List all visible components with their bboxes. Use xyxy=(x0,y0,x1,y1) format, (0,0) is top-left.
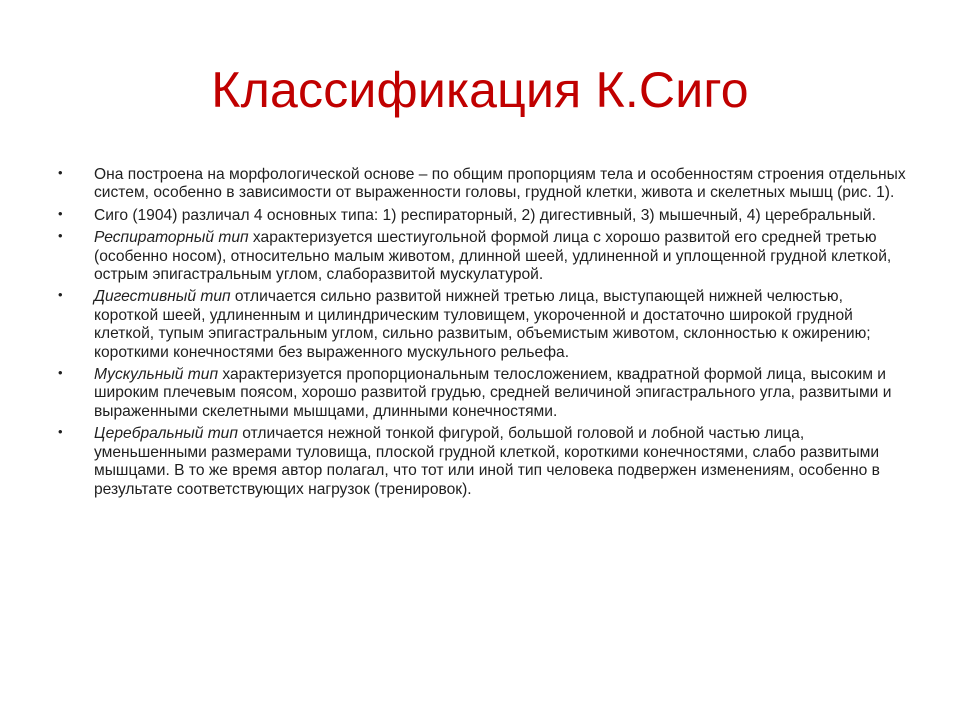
bullet-text xyxy=(94,288,871,360)
bullet-list xyxy=(58,166,908,503)
bullet-body: отличается сильно развитой нижней третью лица, выступающей нижней челюстью, короткой шеей, удлиненным и цилиндрическим туловищем, укороченной и достаточно широкой грудной клеткой, тупым эпигастральным углом, сильно развитым, объемистым животом, склонностью к ожирению; короткими конечностями без выраженного мускульного рельефа. xyxy=(94,288,871,361)
bullet-icon: • xyxy=(58,365,63,381)
bullet-icon: • xyxy=(58,424,63,440)
bullet-text xyxy=(94,207,876,224)
bullet-body: отличается нежной тонкой фигурой, большой головой и лобной частью лица, уменьшенными размерами туловища, плоской грудной клеткой, короткими конечностями, слабо развитыми мышцами. В то же время автор полагал, что тот или иной тип человека подвержен изменениям, особенно в результате соответствующих нагрузок (тренировок). xyxy=(94,425,880,498)
bullet-body: характеризуется пропорциональным телосложением, квадратной формой лица, высоким и широким плечевым поясом, хорошо развитой грудью, средней величиной эпигастрального угла, развитыми и выраженными скелетными мышцами, длинными конечностями. xyxy=(94,366,892,420)
list-item xyxy=(58,366,908,421)
list-item xyxy=(58,166,908,203)
bullet-italic-term: Мускульный тип xyxy=(94,366,219,384)
bullet-body: Она построена на морфологической основе – по общим пропорциям тела и особенностям строения отдельных систем, особенно в зависимости от выраженности головы, грудной клетки, живота и скелетных мышц (рис. 1). xyxy=(94,166,906,202)
bullet-text xyxy=(94,366,891,420)
list-item xyxy=(58,229,908,284)
bullet-text xyxy=(94,425,880,497)
bullet-body: характеризуется шестиугольной формой лица с хорошо развитой его средней третью (особенно носом), относительно малым животом, длинной шеей, удлиненной и уплощенной грудной клеткой, острым эпигастральным углом, слаборазвитой мускулатурой. xyxy=(94,229,892,284)
list-item xyxy=(58,288,908,362)
bullet-body: Сиго (1904) различал 4 основных типа: 1) респираторный, 2) дигестивный, 3) мышечный, 4) церебральный. xyxy=(94,206,876,224)
list-item xyxy=(58,207,908,225)
bullet-icon: • xyxy=(58,205,63,221)
slide-title: Классификация К.Сиго xyxy=(211,62,749,118)
bullet-text xyxy=(94,229,891,283)
bullet-italic-term: Церебральный тип xyxy=(94,425,238,443)
bullet-icon: • xyxy=(58,228,63,244)
bullet-italic-term: Респираторный тип xyxy=(94,229,249,247)
bullet-icon: • xyxy=(58,165,63,180)
bullet-italic-term: Дигестивный тип xyxy=(94,288,231,306)
list-item xyxy=(58,425,908,499)
bullet-text xyxy=(94,166,906,201)
bullet-icon: • xyxy=(58,287,63,303)
